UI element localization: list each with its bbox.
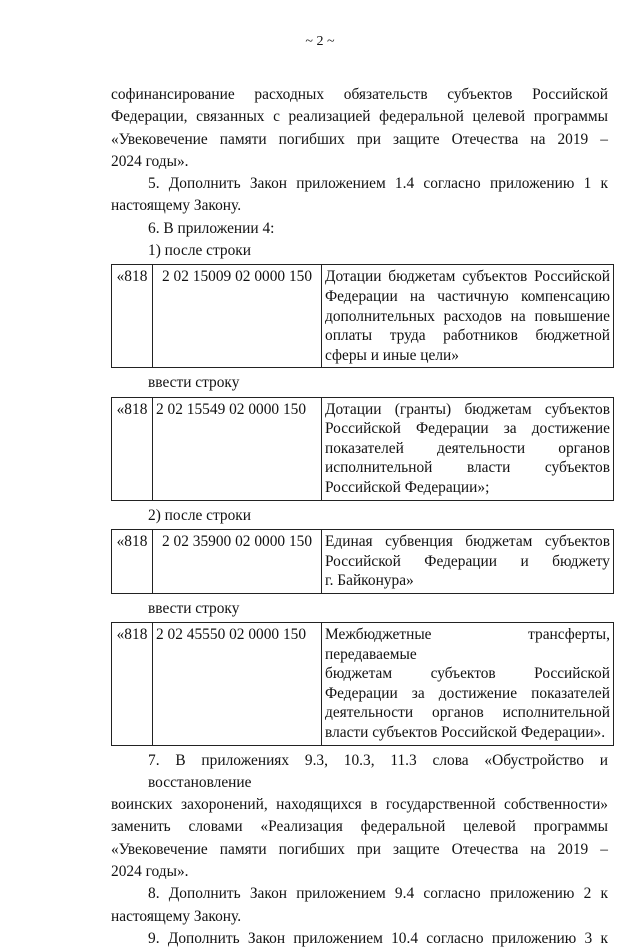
table-2-desc-line: Российской Федерации за достижение xyxy=(325,420,610,438)
table-4-description xyxy=(322,622,614,745)
table-1-description xyxy=(322,265,614,368)
item-8-line-1: 8. Дополнить Закон приложением 9.4 согласно приложению 2 к xyxy=(148,885,608,903)
table-1-admin-code: «818 xyxy=(112,265,153,368)
sub-1-label: 1) после строки xyxy=(148,242,252,260)
table-3-desc-line: г. Байконура» xyxy=(325,572,414,590)
table-1-budget-code: 2 02 15009 02 0000 150 xyxy=(153,265,322,368)
table-2-desc-line: Дотации (гранты) бюджетам субъектов xyxy=(325,400,610,418)
item-9-line-1: 9. Дополнить Закон приложением 10.4 согласно приложению 3 к xyxy=(148,929,608,947)
table-4 xyxy=(111,622,614,746)
table-1-desc-line: Дотации бюджетам субъектов Российской xyxy=(325,268,610,286)
item-7-line-4: «Увековечение памяти погибших при защите Отечества на 2019 – xyxy=(111,840,608,858)
table-1-desc-line: оплаты труда работников бюджетной xyxy=(325,327,610,345)
sub-2-label: 2) после строки xyxy=(148,506,252,524)
table-2-desc-line: Российской Федерации»; xyxy=(325,479,490,497)
table-3-desc-line: Российской Федерации и бюджету xyxy=(325,552,610,570)
table-1-desc-line: дополнительных расходов на повышение xyxy=(325,307,610,325)
table-row xyxy=(112,529,614,593)
table-3 xyxy=(111,529,614,594)
table-3-desc-line: Единая субвенция бюджетам субъектов xyxy=(325,532,610,550)
item-7 xyxy=(111,750,608,884)
item-8 xyxy=(111,883,608,928)
table-2-description xyxy=(322,397,614,500)
table-2-desc-line: исполнительной власти субъектов xyxy=(325,459,610,477)
table-4-admin-code: «818 xyxy=(112,622,153,745)
table-2-budget-code: 2 02 15549 02 0000 150 xyxy=(153,397,322,500)
table-2-admin-code: «818 xyxy=(112,397,153,500)
intro-paragraph xyxy=(111,84,608,173)
item-5-line-2: настоящему Закону. xyxy=(111,197,242,215)
page-number: ~ 2 ~ xyxy=(305,34,335,49)
item-6-heading: 6. В приложении 4: xyxy=(148,219,275,237)
item-5 xyxy=(111,173,608,218)
table-row xyxy=(112,622,614,745)
item-7-line-2: воинских захоронений, находящихся в государственной собственности» xyxy=(111,796,608,814)
intro-line-2: Федерации, связанных с реализацией федеральной целевой программы xyxy=(111,108,608,126)
intro-line-3: «Увековечение памяти погибших при защите Отечества на 2019 – xyxy=(111,130,608,148)
insert-label-1: ввести строку xyxy=(148,374,240,392)
table-1-desc-line: сферы и иные цели» xyxy=(325,346,459,364)
item-8-line-2: настоящему Закону. xyxy=(111,907,242,925)
table-row xyxy=(112,397,614,500)
table-4-desc-line: власти субъектов Российской Федерации». xyxy=(325,723,606,741)
table-4-desc-line: Межбюджетные трансферты, передаваемые xyxy=(325,625,610,663)
table-1-desc-line: Федерации на частичную компенсацию xyxy=(325,287,610,305)
intro-line-4: 2024 годы». xyxy=(111,152,189,170)
table-4-desc-line: бюджетам субъектов Российской xyxy=(325,665,610,683)
table-2 xyxy=(111,397,614,501)
item-5-line-1: 5. Дополнить Закон приложением 1.4 согласно приложению 1 к xyxy=(148,175,608,193)
table-3-budget-code: 2 02 35900 02 0000 150 xyxy=(153,529,322,593)
intro-line-1: софинансирование расходных обязательств субъектов Российской xyxy=(111,86,608,103)
table-row xyxy=(112,265,614,368)
table-2-desc-line: показателей деятельности органов xyxy=(325,439,610,457)
insert-label-2: ввести строку xyxy=(148,599,240,617)
table-4-desc-line: Федерации за достижение показателей xyxy=(325,684,610,702)
table-1 xyxy=(111,264,614,368)
item-7-line-1: 7. В приложениях 9.3, 10.3, 11.3 слова «Обустройство и восстановление xyxy=(148,751,608,791)
table-4-budget-code: 2 02 45550 02 0000 150 xyxy=(153,622,322,745)
item-9 xyxy=(111,928,608,950)
item-7-line-5: 2024 годы». xyxy=(111,863,189,881)
item-7-line-3: заменить словами «Реализация федеральной целевой программы xyxy=(111,818,608,836)
table-4-desc-line: деятельности органов исполнительной xyxy=(325,704,610,722)
table-3-admin-code: «818 xyxy=(112,529,153,593)
table-3-description xyxy=(322,529,614,593)
document-body xyxy=(111,84,608,950)
